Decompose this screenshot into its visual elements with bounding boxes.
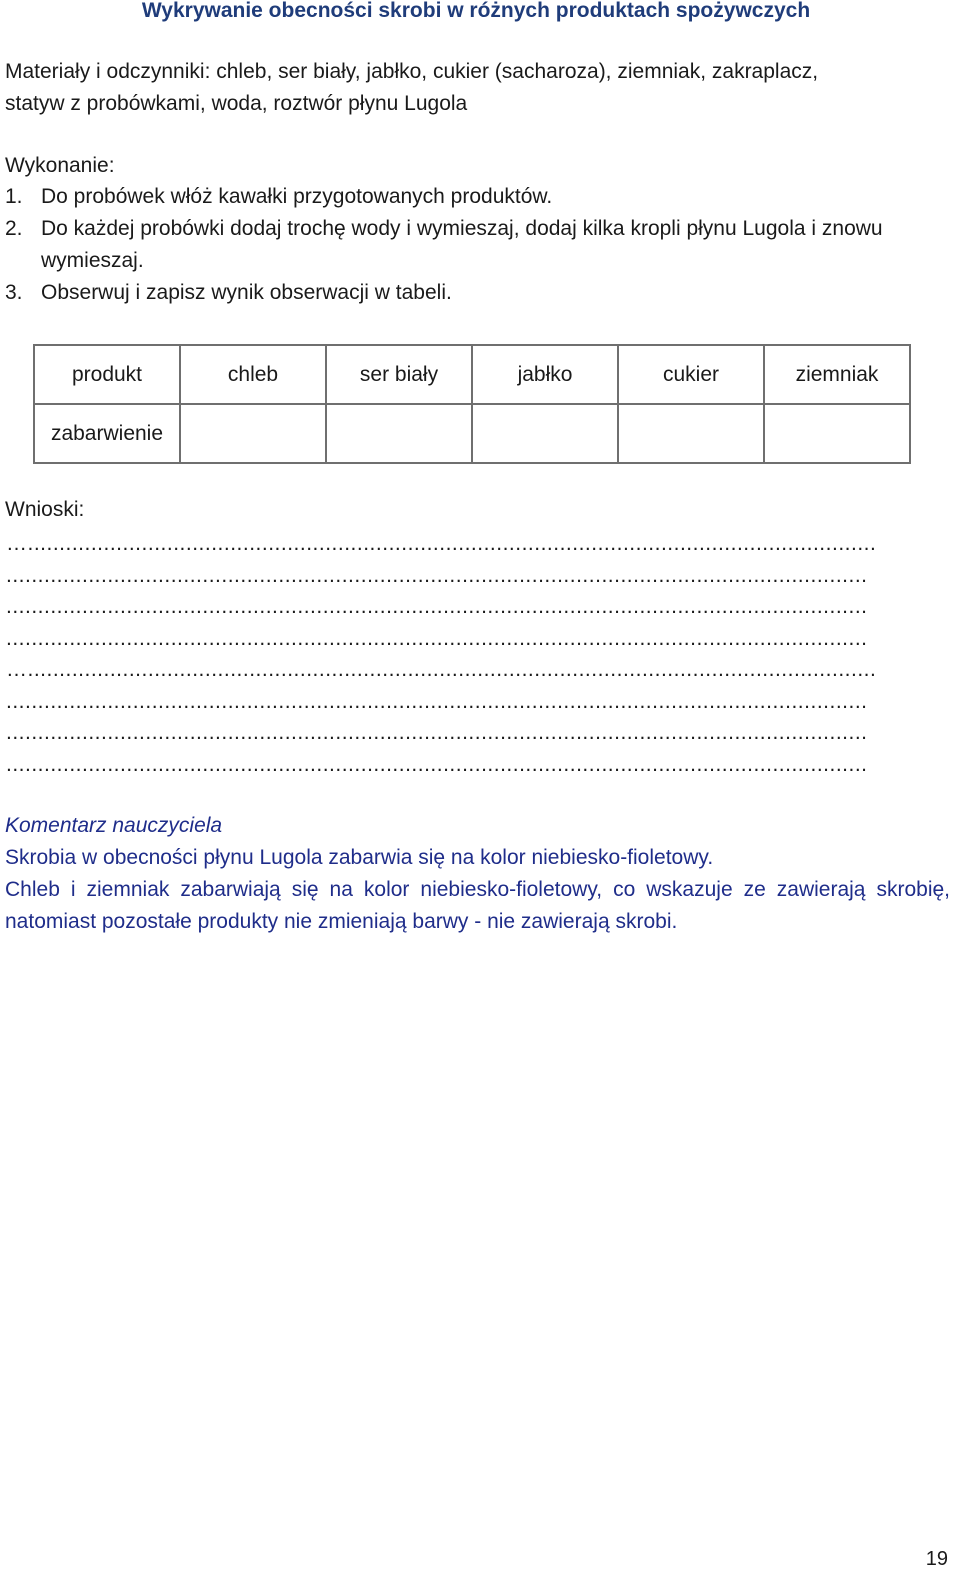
procedure-steps	[5, 181, 925, 309]
teacher-comment-paragraph: Chleb i ziemniak zabarwiają się na kolor niebiesko-fioletowy, co wskazuje ze zawierają skrobię, natomiast pozostałe produkty nie zmieniają barwy - nie zawierają skrobi.	[5, 878, 950, 933]
materials-section	[5, 56, 925, 120]
table-row	[34, 404, 910, 463]
procedure-step	[5, 277, 925, 309]
procedure-step	[5, 213, 925, 277]
table-header-row	[34, 345, 910, 404]
result-cell-cukier[interactable]	[618, 404, 764, 463]
table-header-cell: cukier	[618, 345, 764, 404]
answer-line[interactable]: …......................................................................................................................................	[6, 658, 877, 681]
table-row-label: zabarwienie	[34, 404, 180, 463]
answer-line[interactable]: ........................................................................................................................................	[6, 595, 868, 618]
result-cell-jablko[interactable]	[472, 404, 618, 463]
page-number: 19	[925, 1548, 948, 1570]
teacher-comment-section	[5, 810, 950, 938]
table-header-cell: produkt	[34, 345, 180, 404]
step-text: Do każdej probówki dodaj trochę wody i wymieszaj, dodaj kilka kropli płynu Lugola i znowu wymieszaj.	[41, 217, 883, 272]
conclusions-heading: Wnioski:	[5, 498, 85, 521]
step-number: 3.	[5, 281, 23, 304]
materials-line-2: statyw z probówkami, woda, roztwór płynu Lugola	[5, 92, 468, 115]
teacher-comment-line: Skrobia w obecności płynu Lugola zabarwia się na kolor niebiesko-fioletowy.	[5, 846, 714, 869]
procedure-step	[5, 181, 925, 213]
materials-line-1: Materiały i odczynniki: chleb, ser biały, jabłko, cukier (sacharoza), ziemniak, zakraplacz,	[5, 60, 819, 83]
table-header-cell: ser biały	[326, 345, 472, 404]
procedure-heading: Wykonanie:	[5, 154, 115, 177]
step-number: 1.	[5, 185, 23, 208]
table-header-cell: chleb	[180, 345, 326, 404]
answer-line[interactable]: ........................................................................................................................................	[6, 753, 868, 776]
teacher-comment-title: Komentarz nauczyciela	[5, 814, 223, 837]
step-text: Do probówek włóż kawałki przygotowanych produktów.	[41, 185, 553, 208]
result-cell-ser-bialy[interactable]	[326, 404, 472, 463]
answer-line[interactable]: …......................................................................................................................................	[6, 532, 877, 555]
page-title: Wykrywanie obecności skrobi w różnych produktach spożywczych	[141, 0, 811, 22]
result-cell-ziemniak[interactable]	[764, 404, 910, 463]
table-header-cell: ziemniak	[764, 345, 910, 404]
result-cell-chleb[interactable]	[180, 404, 326, 463]
step-text: Obserwuj i zapisz wynik obserwacji w tabeli.	[41, 281, 452, 304]
answer-line[interactable]: ........................................................................................................................................	[6, 690, 868, 713]
answer-line[interactable]: ........................................................................................................................................	[6, 721, 868, 744]
answer-line[interactable]: ........................................................................................................................................	[6, 564, 868, 587]
step-number: 2.	[5, 217, 23, 240]
table-header-cell: jabłko	[472, 345, 618, 404]
answer-line[interactable]: ........................................................................................................................................	[6, 627, 868, 650]
results-table	[33, 344, 911, 464]
